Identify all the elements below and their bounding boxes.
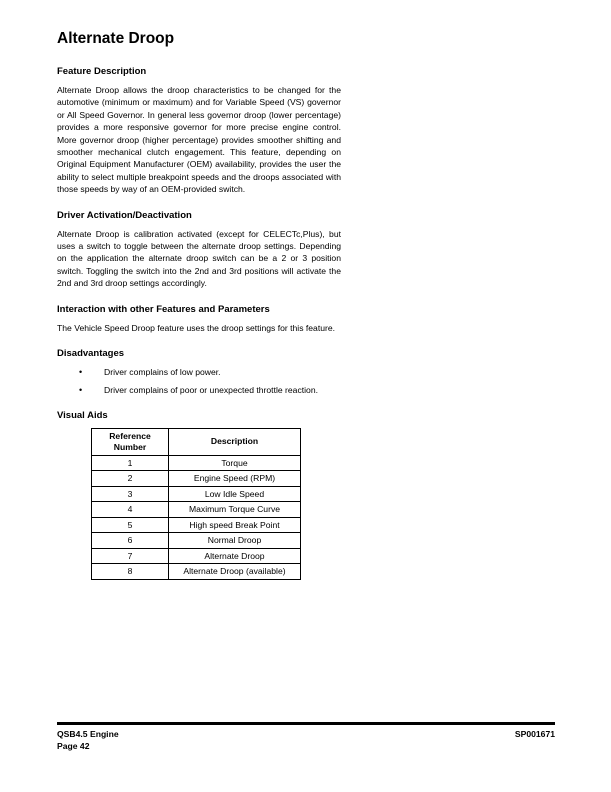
table-row [92,471,301,487]
reference-number-cell: 6 [92,533,169,549]
driver-activation-heading: Driver Activation/Deactivation [57,209,192,221]
description-cell: Alternate Droop (available) [169,564,301,580]
visual-aids-table [91,428,301,580]
interaction-heading: Interaction with other Features and Parameters [57,303,270,315]
description-cell: Torque [169,455,301,471]
disadvantages-list [57,366,341,396]
description-cell: Normal Droop [169,533,301,549]
document-body [57,66,341,594]
reference-number-cell: 7 [92,548,169,564]
table-header-row [92,428,301,455]
bullet-icon: • [79,367,83,378]
list-item [57,366,341,378]
driver-activation-section [57,210,341,290]
list-item-text: Driver complains of low power. [104,367,221,378]
disadvantages-heading: Disadvantages [57,348,125,360]
footer-page-number: Page 42 [57,740,90,751]
driver-activation-text: Alternate Droop is calibration activated (except for CELECTc,Plus), but uses a switch to toggle between the alternate droop settings. Depending on the application the alternate droop switch can be a 2 or 3 position switch. Toggling the switch into the 2nd and 3rd positions will activate the 2nd and 3rd droop settings accordingly. [57,228,341,289]
reference-number-cell: 5 [92,517,169,533]
list-item [57,384,341,396]
footer-document-id: SP001671 [514,729,555,739]
table-row [92,564,301,580]
table-row [92,533,301,549]
reference-number-cell: 8 [92,564,169,580]
feature-description-heading: Feature Description [57,66,147,77]
bullet-icon: • [79,384,83,395]
description-cell: Low Idle Speed [169,486,301,502]
interaction-section [57,304,341,334]
footer-divider [57,722,555,725]
reference-number-cell: 3 [92,486,169,502]
reference-number-cell: 1 [92,455,169,471]
description-cell: Engine Speed (RPM) [169,471,301,487]
feature-description-text: Alternate Droop allows the droop characteristics to be changed for the automotive (minimum or maximum) and for Variable Speed (VS) governor or All Speed Governor. In general less governor droop (lower percentage) provides a more responsive governor for more precise engine control. More governor droop (higher percentage) provides smoother shifting and smoother mechanical clutch engagement. This feature, depending on Original Equipment Manufacturer (OEM) availability, provides the user the ability to select multiple breakpoint speeds and the droops associated with those speeds by way of an OEM-provided switch. [57,85,341,195]
visual-aids-section [57,410,341,580]
table-row [92,548,301,564]
description-cell: Maximum Torque Curve [169,502,301,518]
table-row [92,502,301,518]
interaction-text: The Vehicle Speed Droop feature uses the droop settings for this feature. [57,322,336,333]
column-header-description: Description [169,428,301,455]
table-row [92,455,301,471]
table-row [92,486,301,502]
footer-engine-name: QSB4.5 Engine [57,729,119,739]
description-cell: High speed Break Point [169,517,301,533]
footer-left [57,729,119,752]
page-title: Alternate Droop [57,30,175,47]
feature-description-section [57,66,341,196]
reference-number-cell: 4 [92,502,169,518]
reference-number-cell: 2 [92,471,169,487]
column-header-reference: Reference Number [92,428,169,455]
description-cell: Alternate Droop [169,548,301,564]
list-item-text: Driver complains of poor or unexpected throttle reaction. [104,384,318,395]
disadvantages-section [57,348,341,396]
visual-aids-heading: Visual Aids [57,409,108,421]
table-row [92,517,301,533]
